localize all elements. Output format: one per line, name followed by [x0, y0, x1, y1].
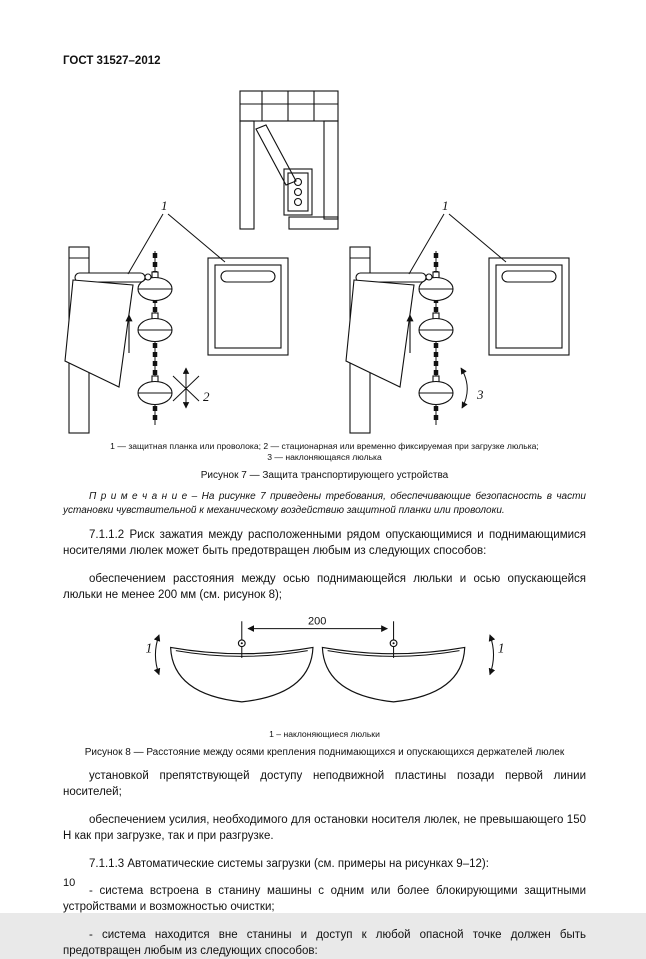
figure7-drawing [65, 87, 585, 439]
paragraph-distance: обеспечением расстояния между осью поднимающейся люльки и осью опускающейся люльки не менее 200 мм (см. рисунок 8); [63, 573, 586, 602]
right-cradles [419, 272, 453, 405]
note-label: П р и м е ч а н и е [89, 491, 188, 503]
paragraph-7112: 7.1.1.2 Риск зажатия между расположенными рядом опускающимися и поднимающимися носителями люлек может быть предотвращен любым из следующих способов: [63, 529, 586, 558]
paragraph-7113: 7.1.1.3 Автоматические системы загрузки (см. примеры на рисунках 9–12): [89, 857, 489, 870]
figure7-legend-line2: 3 — наклоняющаяся люлька [267, 452, 382, 463]
right-tilting-cradle [322, 640, 464, 702]
figure8-title: Рисунок 8 — Расстояние между осями крепления поднимающихся и опускающихся держателей люлек [84, 747, 565, 759]
tilt-arrow-left [155, 635, 159, 675]
figure8-legend: 1 – наклоняющиеся люльки [269, 729, 380, 740]
left-frame-box [208, 258, 288, 355]
paragraph-plate: установкой препятствующей доступу неподвижной пластины позади первой линии носителей; [63, 770, 586, 799]
machine-frame [240, 91, 338, 229]
figure7-label-2: 2 [202, 389, 209, 404]
paragraph-system-outside: - система находится вне станины и доступ к любой опасной точке должен быть предотвращен любым из следующих способов: [63, 929, 586, 958]
right-cradle-assembly [346, 198, 569, 433]
left-tilting-cradle [170, 640, 312, 702]
paragraph-system-builtin: - система встроена в станину машины с одним или более блокирующими защитными устройствами и возможностью очистки; [63, 885, 586, 914]
figure7-legend [63, 441, 586, 463]
figure7-label-3: 3 [476, 387, 483, 402]
figure8-drawing [144, 615, 506, 727]
figure8-label-1-left: 1 [144, 640, 152, 656]
figure7-label-1-left: 1 [160, 198, 167, 213]
note-text: – На рисунке 7 приведены требования, обеспечивающие безопасность в части установки чувствительной к механическому воздействию защитной планки или проволоки. [63, 491, 586, 516]
dimension-200 [241, 616, 393, 643]
dimension-value: 200 [307, 615, 326, 628]
figure7-legend-line1: 1 — защитная планка или проволока; 2 — стационарная или временно фиксируемая при загрузке люлька; [110, 441, 539, 451]
left-cradles [138, 272, 172, 405]
figure8-label-1-right: 1 [497, 640, 505, 656]
blocked-movement-mark [173, 368, 199, 408]
paragraph-force: обеспечением усилия, необходимого для остановки носителя люлек, не превышающего 150 Н как при загрузке, так и при разгрузке. [63, 814, 586, 843]
standard-number: ГОСТ 31527–2012 [63, 55, 161, 67]
tilt-arrow-right [489, 635, 493, 675]
page-number: 10 [63, 877, 76, 889]
right-frame-box [489, 258, 569, 355]
figure7-title: Рисунок 7 — Защита транспортирующего устройства [200, 470, 449, 482]
figure7-label-1-right: 1 [441, 198, 448, 213]
tilt-arrow [461, 368, 467, 408]
figure7-note [63, 490, 586, 517]
left-cradle-assembly [65, 198, 288, 433]
